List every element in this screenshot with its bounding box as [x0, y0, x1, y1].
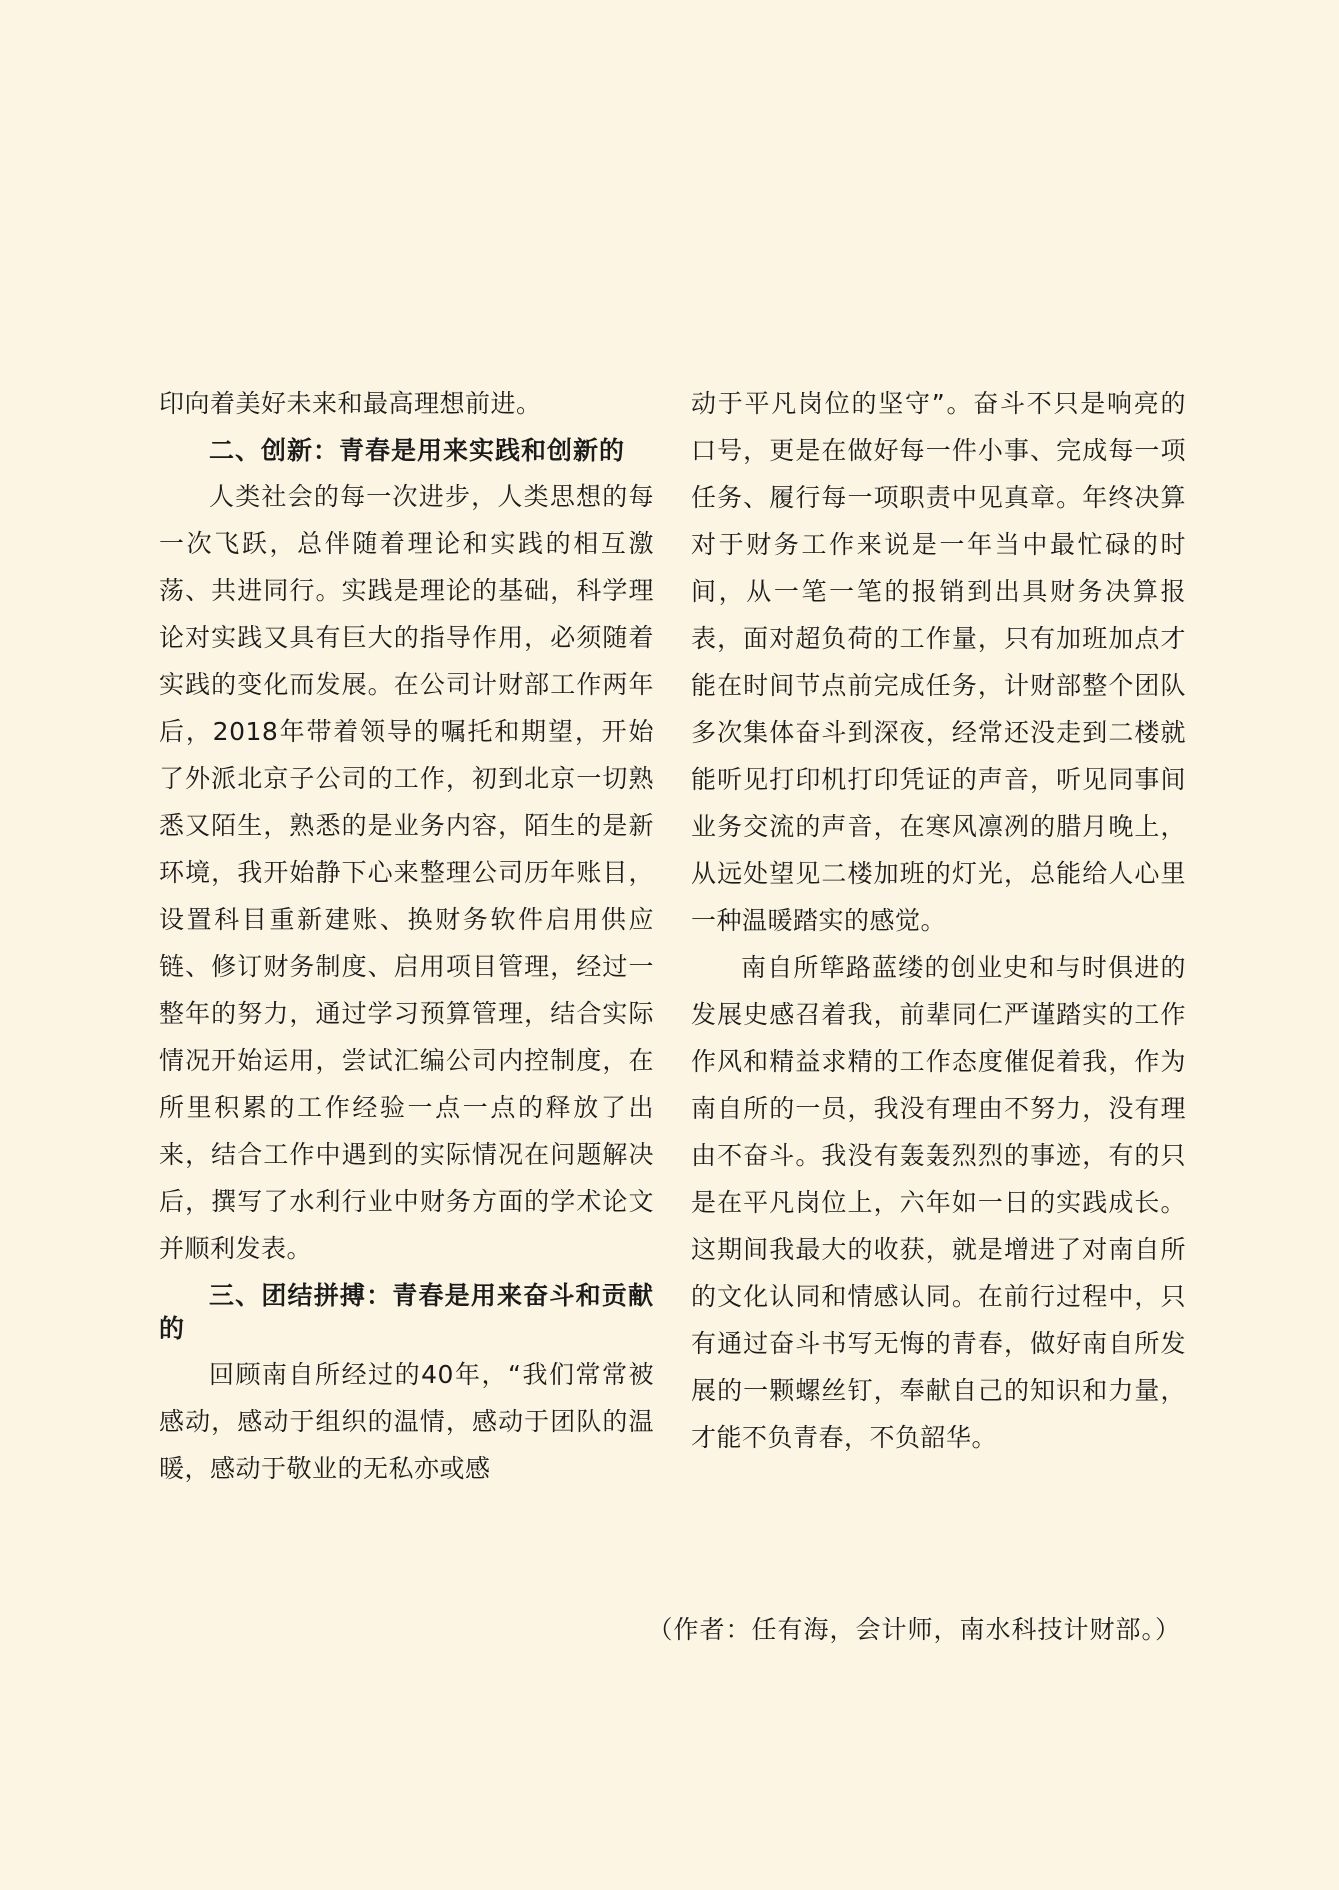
- section-heading-innovation: 二、创新：青春是用来实践和创新的: [209, 436, 626, 465]
- unity-paragraph-start: 回顾南自所经过的40年，“我们常常被感动，感动于组织的温情，感动于团队的温暖，感动于敬业的无私亦或感: [159, 1360, 654, 1483]
- unity-paragraph-continued: 动于平凡岗位的坚守”。奋斗不只是响亮的口号，更是在做好每一件小事、完成每一项任务、履行每一项职责中见真章。年终决算对于财务工作来说是一年当中最忙碌的时间，从一笔一笔的报销到出具财务决算报表，面对超负荷的工作量，只有加班加点才能在时间节点前完成任务，计财部整个团队多次集体奋斗到深夜，经常还没走到二楼就能听见打印机打印凭证的声音，听见同事间业务交流的声音，在寒风凛冽的腊月晚上，从远处望见二楼加班的灯光，总能给人心里一种温暖踏实的感觉。: [691, 389, 1186, 935]
- left-column: [159, 380, 654, 1492]
- innovation-paragraph: 人类社会的每一次进步，人类思想的每一次飞跃，总伴随着理论和实践的相互激荡、共进同行。实践是理论的基础，科学理论对实践又具有巨大的指导作用，必须随着实践的变化而发展。在公司计财部工作两年后，2018年带着领导的嘱托和期望，开始了外派北京子公司的工作，初到北京一切熟悉又陌生，熟悉的是业务内容，陌生的是新环境，我开始静下心来整理公司历年账目，设置科目重新建账、换财务软件启用供应链、修订财务制度、启用项目管理，经过一整年的努力，通过学习预算管理，结合实际情况开始运用，尝试汇编公司内控制度，在所里积累的工作经验一点一点的释放了出来，结合工作中遇到的实际情况在问题解决后，撰写了水利行业中财务方面的学术论文并顺利发表。: [159, 482, 654, 1263]
- intro-paragraph: 印向着美好未来和最高理想前进。: [159, 389, 542, 418]
- right-column: [691, 380, 1186, 1461]
- section-heading-unity: 三、团结拼搏：青春是用来奋斗和贡献的: [159, 1281, 654, 1343]
- closing-paragraph: 南自所筚路蓝缕的创业史和与时俱进的发展史感召着我，前辈同仁严谨踏实的工作作风和精益求精的工作态度催促着我，作为南自所的一员，我没有理由不努力，没有理由不奋斗。我没有轰轰烈烈的事迹，有的只是在平凡岗位上，六年如一日的实践成长。这期间我最大的收获，就是增进了对南自所的文化认同和情感认同。在前行过程中，只有通过奋斗书写无悔的青春，做好南自所发展的一颗螺丝钉，奉献自己的知识和力量，才能不负青春，不负韶华。: [691, 953, 1186, 1452]
- author-note: （作者：任有海，会计师，南水科技计财部。）: [647, 1615, 1181, 1644]
